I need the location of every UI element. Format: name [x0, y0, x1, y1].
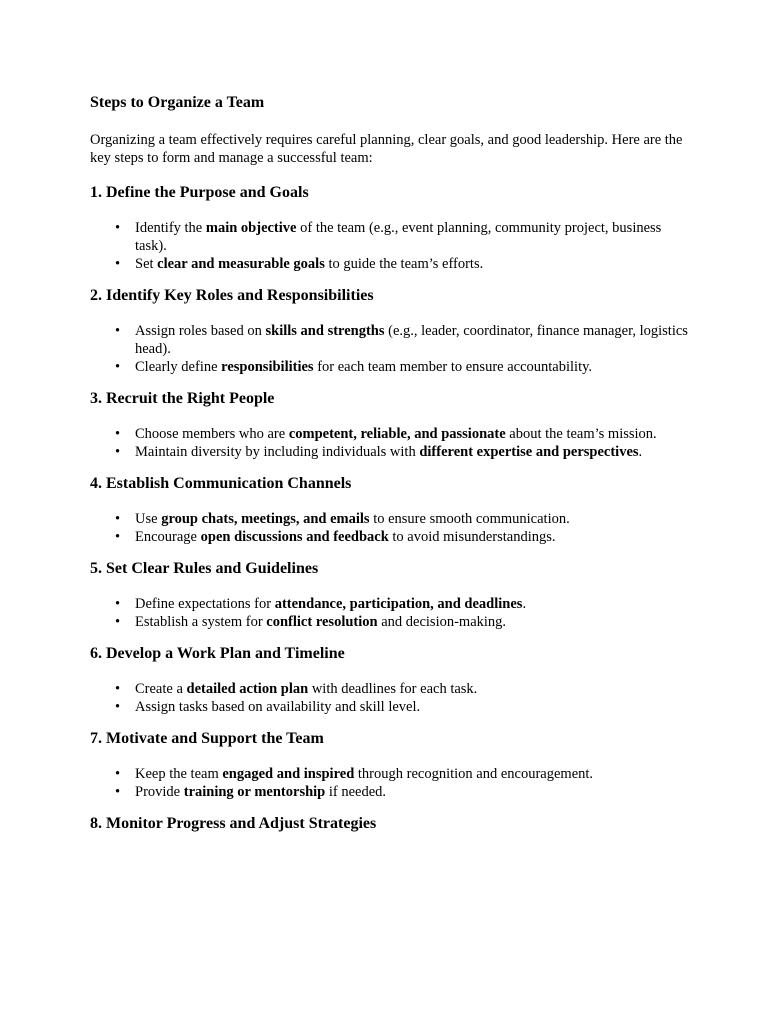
item-text: (e.g., leader, coordinator, finance manager, logistics head). [135, 323, 688, 357]
item-text: Assign roles based on [135, 323, 266, 339]
bullet-icon: • [115, 699, 121, 715]
intro-paragraph: Organizing a team effectively requires careful planning, clear goals, and good leadership. Here are the key steps to form and manage a successful team: [90, 132, 683, 166]
bullet-list [90, 219, 690, 273]
list-item [90, 528, 690, 546]
bullet-icon: • [115, 444, 121, 460]
bullet-icon: • [115, 359, 121, 375]
bold-text: competent, reliable, and passionate [288, 426, 506, 442]
item-text: Maintain diversity by including individuals with [135, 444, 420, 460]
list-item [90, 510, 690, 528]
bold-text: conflict resolution [266, 614, 378, 630]
item-text: Define expectations for [135, 596, 275, 612]
bullet-list [90, 765, 690, 801]
item-text: of the team (e.g., event planning, community project, business task). [135, 220, 662, 254]
section-heading: 7. Motivate and Support the Team [90, 730, 324, 747]
bullet-list [90, 680, 690, 716]
section-heading: 3. Recruit the Right People [90, 390, 275, 407]
item-text: Clearly define [135, 359, 222, 375]
bold-text: open discussions and feedback [200, 529, 389, 545]
bold-text: training or mentorship [183, 784, 326, 800]
bullet-icon: • [115, 529, 121, 545]
bullet-list [90, 425, 690, 461]
list-item [90, 322, 690, 358]
list-item [90, 698, 690, 716]
bullet-icon: • [115, 323, 121, 339]
item-text: Provide [135, 784, 184, 800]
bullet-icon: • [115, 614, 121, 630]
section-heading: 4. Establish Communication Channels [90, 475, 352, 492]
section-heading: 1. Define the Purpose and Goals [90, 184, 309, 201]
bullet-list [90, 595, 690, 631]
item-text: about the team’s mission. [505, 426, 657, 442]
bold-text: engaged and inspired [222, 766, 355, 782]
item-text: Assign tasks based on availability and skill level. [135, 699, 421, 715]
list-item [90, 613, 690, 631]
item-text: if needed. [325, 784, 387, 800]
item-text: . [638, 444, 643, 460]
item-text: . [522, 596, 527, 612]
list-item [90, 425, 690, 443]
bold-text: main objective [205, 220, 297, 236]
item-text: and decision-making. [377, 614, 507, 630]
bold-text: group chats, meetings, and emails [161, 511, 370, 527]
item-text: Establish a system for [135, 614, 267, 630]
list-item [90, 680, 690, 698]
bullet-icon: • [115, 426, 121, 442]
bullet-icon: • [115, 766, 121, 782]
section-heading: 8. Monitor Progress and Adjust Strategies [90, 815, 377, 832]
bullet-icon: • [115, 596, 121, 612]
section-heading: 2. Identify Key Roles and Responsibilities [90, 287, 374, 304]
document-title: Steps to Organize a Team [90, 94, 265, 111]
bullet-list [90, 510, 690, 546]
bullet-list [90, 322, 690, 376]
document-body [90, 93, 690, 850]
bold-text: clear and measurable goals [157, 256, 325, 272]
item-text: Keep the team [135, 766, 223, 782]
list-item [90, 255, 690, 273]
list-item [90, 443, 690, 461]
item-text: for each team member to ensure accountability. [313, 359, 593, 375]
item-text: to avoid misunderstandings. [388, 529, 556, 545]
bullet-icon: • [115, 511, 121, 527]
bold-text: attendance, participation, and deadlines [274, 596, 523, 612]
list-item [90, 358, 690, 376]
list-item [90, 765, 690, 783]
list-item [90, 595, 690, 613]
item-text: Create a [135, 681, 187, 697]
item-text: Use [135, 511, 162, 527]
item-text: with deadlines for each task. [308, 681, 478, 697]
list-item [90, 783, 690, 801]
item-text: Set [135, 256, 158, 272]
bullet-icon: • [115, 220, 121, 236]
item-text: to guide the team’s efforts. [324, 256, 484, 272]
bold-text: skills and strengths [265, 323, 385, 339]
bold-text: different expertise and perspectives [419, 444, 639, 460]
bullet-icon: • [115, 784, 121, 800]
item-text: through recognition and encouragement. [354, 766, 594, 782]
bold-text: detailed action plan [186, 681, 309, 697]
bullet-icon: • [115, 681, 121, 697]
sections-container [90, 183, 690, 834]
list-item [90, 219, 690, 255]
section-heading: 6. Develop a Work Plan and Timeline [90, 645, 345, 662]
section-heading: 5. Set Clear Rules and Guidelines [90, 560, 319, 577]
item-text: Identify the [135, 220, 206, 236]
bold-text: responsibilities [221, 359, 314, 375]
item-text: Encourage [135, 529, 201, 545]
item-text: Choose members who are [135, 426, 289, 442]
bullet-icon: • [115, 256, 121, 272]
item-text: to ensure smooth communication. [369, 511, 570, 527]
